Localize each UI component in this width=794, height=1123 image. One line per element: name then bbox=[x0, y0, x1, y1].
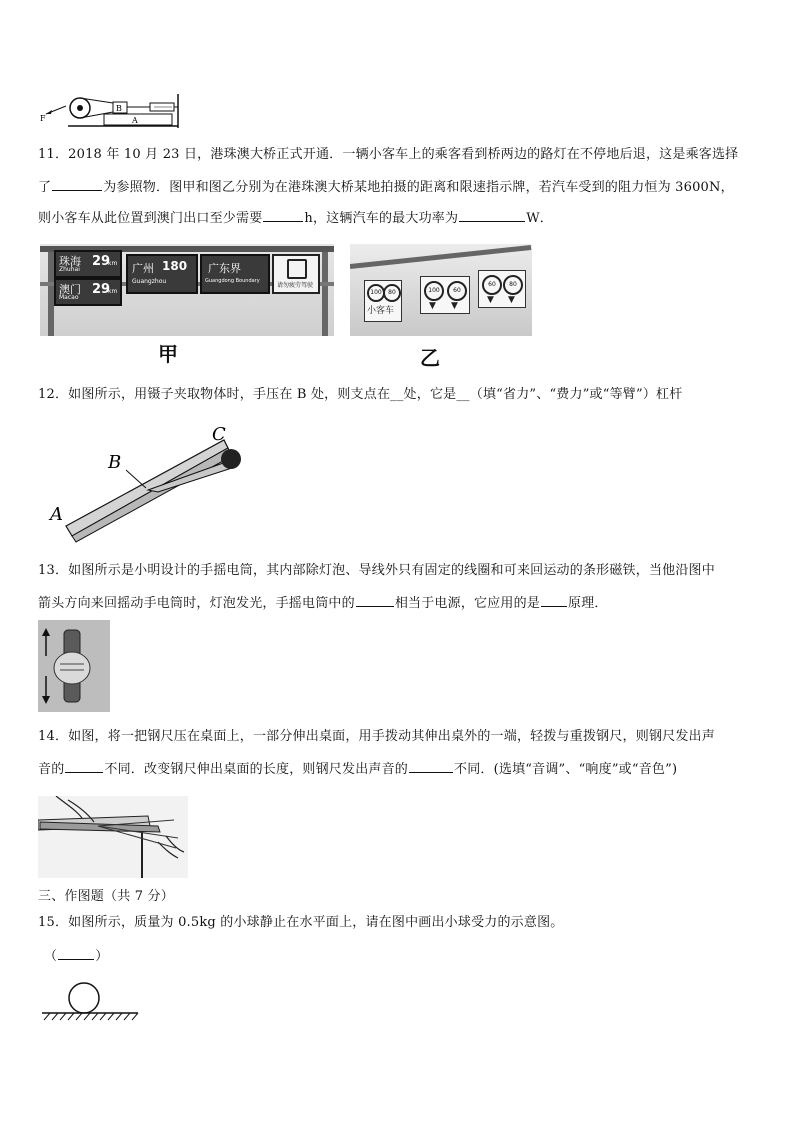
sign-macao bbox=[54, 278, 122, 306]
label-b: B bbox=[116, 104, 122, 113]
flashlight-figure bbox=[38, 620, 110, 712]
sign-macao-dist: 29 bbox=[92, 282, 111, 297]
speed-limit-2: 80 bbox=[383, 284, 401, 302]
q11-text: h，这辆汽车的最大功率为 bbox=[304, 211, 459, 226]
sign-zhuhai bbox=[54, 250, 122, 278]
sign-zhuhai-unit: km bbox=[108, 260, 118, 267]
q13-line2 bbox=[38, 593, 608, 613]
sign-guangzhou-name: 广州 bbox=[132, 262, 154, 275]
q11-line3 bbox=[38, 208, 553, 228]
sign-guangzhou bbox=[126, 254, 198, 294]
sign-guangzhou-sub: Guangzhou bbox=[132, 278, 167, 285]
label-a: A bbox=[132, 116, 138, 125]
q14-answer-blank-1[interactable] bbox=[65, 759, 103, 773]
q14-text: 不同．改变钢尺伸出桌面的长度，则钢尺发出声音的 bbox=[104, 762, 409, 777]
pulley-figure bbox=[38, 92, 188, 132]
photo-distance-signs bbox=[40, 244, 334, 336]
sign-macao-sub: Macao bbox=[59, 294, 79, 301]
sign-guangdong-boundary bbox=[200, 254, 270, 294]
q13-text: 相当于电源，它应用的是 bbox=[394, 596, 541, 611]
sign-macao-name: 澳门 bbox=[59, 283, 81, 296]
car-label: 小客车 bbox=[367, 306, 395, 316]
q11-line1: 11．2018 年 10 月 23 日，港珠澳大桥正式开通．一辆小客车上的乘客看到桥两边的路灯在不停地后退，这是乘客选择 bbox=[38, 147, 739, 162]
sign-boundary-sub: Guangdong Boundary bbox=[205, 278, 260, 284]
clock-icon bbox=[287, 259, 307, 279]
q14-line1: 14．如图，将一把钢尺压在桌面上，一部分伸出桌面，用手拨动其伸出桌外的一端，轻拨与重拨钢尺，则钢尺发出声 bbox=[38, 729, 715, 744]
caption-yi: 乙 bbox=[420, 346, 440, 370]
down-arrow-icon: ▼ bbox=[429, 301, 436, 311]
sign-zhuhai-sub: Zhuhai bbox=[59, 266, 80, 273]
q14-text: 音的 bbox=[38, 762, 65, 777]
q11-text: W． bbox=[526, 211, 553, 226]
speed-limit-6: 80 bbox=[503, 275, 523, 295]
down-arrow-icon: ▼ bbox=[508, 295, 515, 305]
sign-fatigue-text: 请勿疲劳驾驶 bbox=[277, 282, 314, 289]
sign-guangzhou-dist: 180 bbox=[162, 259, 188, 273]
ruler-table-figure bbox=[38, 796, 188, 878]
label-f: F bbox=[40, 114, 46, 123]
q11-answer-blank-2[interactable] bbox=[263, 208, 303, 222]
q13-line1: 13．如图所示是小明设计的手摇电筒，其内部除灯泡、导线外只有固定的线圈和可来回运动的条形磁铁，当他沿图中 bbox=[38, 563, 715, 578]
caption-jia: 甲 bbox=[158, 342, 178, 366]
sign-fatigue bbox=[272, 254, 320, 294]
label-c: C bbox=[212, 424, 226, 445]
speed-panel-3 bbox=[478, 270, 526, 308]
speed-limit-3: 100 bbox=[424, 281, 444, 301]
speed-limit-1: 100 bbox=[367, 284, 385, 302]
down-arrow-icon: ▼ bbox=[487, 295, 494, 305]
q15-line1: 15．如图所示，质量为 0.5kg 的小球静止在水平面上，请在图中画出小球受力的示意图。 bbox=[38, 915, 564, 930]
speed-panel-2 bbox=[420, 276, 470, 314]
gantry-beam bbox=[350, 245, 531, 269]
q15-answer-blank[interactable] bbox=[58, 946, 94, 960]
speed-limit-4: 60 bbox=[447, 281, 467, 301]
q13-text: 原理． bbox=[568, 596, 608, 611]
q11-answer-blank-1[interactable] bbox=[52, 177, 102, 191]
q14-line2 bbox=[38, 759, 677, 779]
paren-open: （ bbox=[44, 949, 58, 964]
sign-boundary-name: 广东界 bbox=[208, 262, 241, 275]
q11-answer-blank-3[interactable] bbox=[459, 208, 525, 222]
paren-close: ） bbox=[95, 949, 109, 964]
ball-on-surface-figure bbox=[40, 980, 140, 1024]
q11-text: 则小客车从此位置到澳门出口至少需要 bbox=[38, 211, 263, 226]
down-arrow-icon: ▼ bbox=[451, 301, 458, 311]
q13-text: 箭头方向来回摇动手电筒时，灯泡发光，手摇电筒中的 bbox=[38, 596, 355, 611]
photo-speed-signs bbox=[350, 244, 532, 336]
q11-line2 bbox=[38, 177, 734, 197]
q14-text: 不同．(选填“音调”、“响度”或“音色”) bbox=[454, 762, 678, 777]
ground-hatch bbox=[44, 1013, 138, 1020]
q14-answer-blank-2[interactable] bbox=[409, 759, 453, 773]
ball bbox=[69, 983, 99, 1013]
tweezers-figure bbox=[48, 424, 258, 544]
q13-answer-blank-1[interactable] bbox=[356, 593, 394, 607]
sign-macao-unit: km bbox=[108, 288, 118, 295]
q13-answer-blank-2[interactable] bbox=[541, 593, 567, 607]
sign-zhuhai-name: 珠海 bbox=[59, 255, 81, 268]
q15-answer-line bbox=[44, 946, 108, 966]
q12-line1: 12．如图所示，用镊子夹取物体时，手压在 B 处，则支点在__处，它是__（填“省力”、“费力”或“等臂”）杠杆 bbox=[38, 387, 683, 402]
label-a: A bbox=[50, 504, 63, 525]
q11-text: 为参照物．图甲和图乙分别为在港珠澳大桥某地拍摄的距离和限速指示牌，若汽车受到的阻力恒为 3600N， bbox=[103, 180, 734, 195]
speed-limit-5: 60 bbox=[482, 275, 502, 295]
gantry-post bbox=[322, 252, 328, 336]
speed-panel-1 bbox=[364, 280, 402, 322]
q11-text: 了 bbox=[38, 180, 52, 195]
sign-zhuhai-dist: 29 bbox=[92, 254, 111, 269]
label-b: B bbox=[108, 452, 122, 473]
section-title: 三、作图题（共 7 分） bbox=[38, 889, 174, 904]
